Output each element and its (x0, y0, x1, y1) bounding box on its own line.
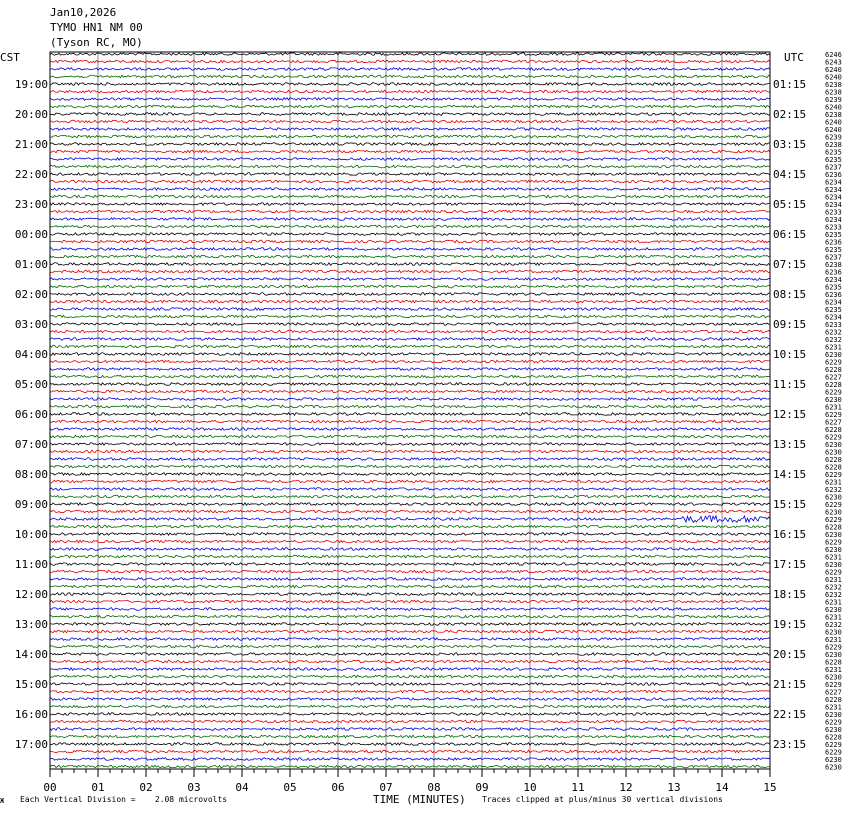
right-hour-label: 10:15 (773, 348, 807, 361)
seismic-trace (50, 263, 770, 266)
seismic-trace (50, 218, 770, 221)
rms-value: 6234 (825, 178, 842, 187)
seismic-trace (50, 660, 770, 663)
seismic-trace (50, 510, 770, 513)
seismic-trace (50, 668, 770, 671)
rms-value: 6238 (825, 81, 842, 89)
rms-value: 6230 (825, 763, 842, 772)
seismic-trace (50, 705, 770, 708)
seismic-trace (50, 120, 770, 123)
seismic-trace (50, 323, 770, 326)
x-tick-label: 07 (379, 781, 393, 794)
rms-value: 6227 (825, 373, 842, 382)
left-hour-label: 17:00 (14, 738, 48, 751)
rms-value: 6229 (825, 681, 842, 689)
rms-value: 6229 (825, 568, 842, 577)
left-hour-label: 10:00 (14, 528, 48, 541)
left-timezone-label: CST (0, 51, 20, 64)
rms-value: 6238 (825, 88, 842, 97)
seismic-trace (50, 255, 770, 258)
seismic-trace (50, 690, 770, 693)
rms-value: 6236 (825, 268, 842, 277)
seismic-trace (50, 533, 770, 536)
trace-group (50, 53, 770, 768)
right-hour-label: 23:15 (773, 738, 807, 751)
seismic-trace (50, 338, 770, 341)
seismic-trace (50, 143, 770, 146)
rms-value: 6232 (825, 621, 842, 629)
seismic-trace (50, 578, 770, 581)
rms-value: 6235 (825, 156, 842, 164)
seismic-trace (50, 465, 770, 468)
left-hour-label: 07:00 (14, 438, 48, 451)
rms-value: 6236 (825, 238, 842, 247)
right-hour-label: 16:15 (773, 528, 807, 541)
left-hour-label: 20:00 (14, 108, 48, 121)
seismic-trace (50, 360, 770, 363)
rms-value: 6230 (825, 561, 842, 569)
rms-value: 6230 (825, 396, 842, 404)
seismic-trace (50, 285, 770, 288)
right-timezone-label: UTC (784, 51, 804, 64)
seismic-trace (50, 375, 770, 378)
seismic-trace (50, 653, 770, 656)
rms-value: 6243 (825, 58, 842, 67)
seismic-trace (50, 713, 770, 716)
seismic-trace (50, 728, 770, 731)
rms-value: 6232 (825, 583, 842, 592)
rms-value: 6230 (825, 628, 842, 637)
x-tick-label: 06 (331, 781, 345, 794)
seismic-trace (50, 248, 770, 251)
right-hour-label: 05:15 (773, 198, 807, 211)
seismic-trace (50, 173, 770, 176)
seismic-trace (50, 68, 770, 71)
rms-value: 6228 (825, 456, 842, 464)
rms-value: 6229 (825, 741, 842, 749)
rms-value: 6233 (825, 223, 842, 232)
seismic-trace (50, 233, 770, 236)
rms-value: 6231 (825, 478, 842, 487)
seismic-trace (50, 150, 770, 153)
rms-value: 6227 (825, 688, 842, 697)
rms-value: 6235 (825, 283, 842, 292)
seismic-trace (50, 413, 770, 416)
seismic-trace (50, 488, 770, 491)
rms-value: 6233 (825, 321, 842, 329)
seismic-trace (50, 158, 770, 161)
seismic-trace (50, 420, 770, 423)
seismic-trace (50, 548, 770, 551)
x-tick-label: 02 (139, 781, 153, 794)
rms-value: 6232 (825, 591, 842, 599)
rms-value: 6228 (825, 463, 842, 472)
left-hour-label: 19:00 (14, 78, 48, 91)
left-hour-label: 23:00 (14, 198, 48, 211)
seismic-trace (50, 435, 770, 438)
right-hour-label: 15:15 (773, 498, 807, 511)
rms-value: 6227 (825, 418, 842, 427)
rms-value: 6228 (825, 733, 842, 742)
seismic-trace (50, 195, 770, 198)
right-hour-label: 06:15 (773, 228, 807, 241)
seismic-trace (50, 330, 770, 333)
seismic-trace (50, 473, 770, 476)
rms-value: 6240 (825, 73, 842, 82)
rms-value: 6239 (825, 133, 842, 142)
seismic-trace (50, 60, 770, 63)
seismic-trace (50, 555, 770, 558)
rms-value: 6229 (825, 501, 842, 509)
left-hour-label: 01:00 (14, 258, 48, 271)
right-hour-label: 17:15 (773, 558, 807, 571)
rms-value: 6234 (825, 298, 842, 307)
rms-value: 6230 (825, 351, 842, 359)
seismic-trace (50, 645, 770, 648)
rms-value: 6229 (825, 748, 842, 757)
seismic-trace (50, 458, 770, 461)
left-hour-label: 15:00 (14, 678, 48, 691)
seismic-trace (50, 368, 770, 371)
rms-value: 6229 (825, 358, 842, 367)
date-label: Jan10,2026 (50, 6, 117, 19)
seismic-trace (50, 278, 770, 281)
rms-value: 6232 (825, 336, 842, 344)
left-hour-label: 00:00 (14, 228, 48, 241)
rms-value: 6228 (825, 381, 842, 389)
rms-value: 6237 (825, 163, 842, 172)
rms-value: 6231 (825, 636, 842, 644)
seismic-trace (50, 240, 770, 243)
seismic-trace (50, 105, 770, 108)
rms-value: 6230 (825, 546, 842, 554)
seismic-trace (50, 623, 770, 626)
right-hour-label: 02:15 (773, 108, 807, 121)
seismic-trace (50, 90, 770, 93)
rms-value: 6240 (825, 126, 842, 134)
right-hour-label: 13:15 (773, 438, 807, 451)
seismic-trace (50, 503, 770, 506)
rms-value: 6231 (825, 613, 842, 622)
right-hour-label: 11:15 (773, 378, 807, 391)
x-axis-title: TIME (MINUTES) (373, 793, 466, 806)
right-hour-label: 14:15 (773, 468, 807, 481)
left-hour-label: 09:00 (14, 498, 48, 511)
seismic-trace (50, 188, 770, 191)
station-label: TYMO HN1 NM 00 (50, 21, 143, 34)
rms-value: 6234 (825, 276, 842, 284)
x-tick-label: 00 (43, 781, 57, 794)
rms-value: 6238 (825, 111, 842, 119)
x-tick-label: 14 (715, 781, 729, 794)
rms-value: 6235 (825, 148, 842, 157)
x-tick-label: 11 (571, 781, 585, 794)
left-hour-label: 06:00 (14, 408, 48, 421)
seismic-trace (50, 698, 770, 701)
seismic-trace (50, 113, 770, 116)
seismic-trace (50, 525, 770, 528)
left-hour-labels (15, 78, 48, 751)
right-hour-label: 19:15 (773, 618, 807, 631)
seismic-trace (50, 630, 770, 633)
seismic-trace (50, 308, 770, 311)
seismic-trace (50, 390, 770, 393)
vertical-division-note: Each Vertical Division = 2.08 microvolts (20, 795, 228, 804)
rms-value: 6240 (825, 103, 842, 112)
seismic-trace (50, 720, 770, 723)
seismic-trace (50, 98, 770, 101)
x-tick-label: 13 (667, 781, 681, 794)
rms-value: 6230 (825, 711, 842, 719)
right-hour-labels (773, 78, 806, 751)
rms-value: 6236 (825, 291, 842, 299)
seismic-trace (50, 615, 770, 618)
rms-value: 6229 (825, 718, 842, 727)
left-hour-label: 16:00 (14, 708, 48, 721)
rms-value: 6231 (825, 553, 842, 562)
right-hour-label: 09:15 (773, 318, 807, 331)
rms-value: 6232 (825, 328, 842, 337)
rms-value: 6238 (825, 141, 842, 149)
rms-value: 6234 (825, 186, 842, 194)
rms-value: 6246 (825, 51, 842, 59)
rms-value: 6238 (825, 261, 842, 269)
right-hour-label: 03:15 (773, 138, 807, 151)
seismic-trace (50, 315, 770, 318)
seismic-trace (50, 683, 770, 686)
seismic-trace (50, 405, 770, 408)
left-hour-label: 11:00 (14, 558, 48, 571)
right-hour-label: 08:15 (773, 288, 807, 301)
seismic-trace (50, 675, 770, 678)
seismic-trace (50, 128, 770, 131)
rms-value: 6229 (825, 516, 842, 524)
rms-value: 6240 (825, 118, 842, 127)
rms-value: 6231 (825, 598, 842, 607)
rms-value: 6230 (825, 673, 842, 682)
seismic-trace (50, 600, 770, 603)
seismic-trace (50, 758, 770, 761)
rms-value: 6230 (825, 726, 842, 734)
seismic-trace (50, 353, 770, 356)
seismic-trace (50, 53, 770, 56)
rms-value: 6228 (825, 696, 842, 704)
left-hour-label: 14:00 (14, 648, 48, 661)
seismic-trace (50, 383, 770, 386)
rms-value: 6232 (825, 486, 842, 494)
seismic-trace (50, 450, 770, 453)
rms-value: 6228 (825, 523, 842, 532)
left-hour-label: 03:00 (14, 318, 48, 331)
x-tick-label: 10 (523, 781, 537, 794)
rms-value: 6231 (825, 666, 842, 674)
rms-value: 6234 (825, 193, 842, 202)
right-hour-label: 21:15 (773, 678, 807, 691)
left-hour-label: 08:00 (14, 468, 48, 481)
right-hour-label: 04:15 (773, 168, 807, 181)
right-hour-label: 20:15 (773, 648, 807, 661)
location-label: (Tyson RC, MO) (50, 36, 143, 49)
seismic-trace (50, 428, 770, 431)
rms-value: 6230 (825, 448, 842, 457)
rms-value: 6229 (825, 433, 842, 442)
seismic-trace (50, 570, 770, 573)
rms-value: 6235 (825, 246, 842, 254)
left-hour-label: 04:00 (14, 348, 48, 361)
x-tick-label: 15 (763, 781, 777, 794)
seismic-trace (50, 495, 770, 498)
rms-value: 6230 (825, 531, 842, 539)
rms-value: 6233 (825, 208, 842, 217)
seismic-trace (50, 735, 770, 738)
right-hour-label: 18:15 (773, 588, 807, 601)
rms-value: 6230 (825, 441, 842, 449)
seismic-trace (50, 83, 770, 86)
rms-value: 6229 (825, 471, 842, 479)
seismic-trace (50, 638, 770, 641)
left-hour-label: 22:00 (14, 168, 48, 181)
rms-value: 6230 (825, 756, 842, 764)
rms-value: 6237 (825, 253, 842, 262)
right-hour-label: 07:15 (773, 258, 807, 271)
rms-value: 6234 (825, 201, 842, 209)
left-hour-label: 02:00 (14, 288, 48, 301)
rms-value: 6230 (825, 493, 842, 502)
seismic-trace (50, 765, 770, 768)
rms-value: 6228 (825, 366, 842, 374)
x-tick-label: 09 (475, 781, 489, 794)
rms-value: 6230 (825, 651, 842, 659)
x-tick-label: 05 (283, 781, 297, 794)
seismic-trace (50, 135, 770, 138)
seismic-trace (50, 180, 770, 183)
rms-value: 6235 (825, 231, 842, 239)
rms-value: 6239 (825, 96, 842, 104)
rms-value: 6229 (825, 411, 842, 419)
seismic-trace (50, 743, 770, 746)
seismic-trace (50, 750, 770, 753)
logo-mark: Ж (0, 797, 5, 805)
seismic-trace (50, 270, 770, 273)
seismic-trace (50, 210, 770, 213)
x-axis-ticks (43, 769, 776, 794)
seismic-trace (50, 345, 770, 348)
seismic-trace (50, 398, 770, 401)
rms-value: 6234 (825, 313, 842, 322)
rms-value: 6231 (825, 403, 842, 412)
rms-value: 6231 (825, 343, 842, 352)
seismic-trace (50, 443, 770, 446)
chart-footer (0, 793, 723, 806)
clip-note: Traces clipped at plus/minus 30 vertical divisions (482, 795, 723, 804)
left-hour-label: 12:00 (14, 588, 48, 601)
rms-value: 6234 (825, 216, 842, 224)
rms-value: 6236 (825, 171, 842, 179)
rms-value: 6229 (825, 643, 842, 652)
rms-value: 6231 (825, 703, 842, 712)
seismic-trace (50, 293, 770, 296)
rms-value-column (825, 51, 842, 772)
seismic-trace (50, 593, 770, 596)
x-tick-label: 08 (427, 781, 441, 794)
seismic-trace (50, 300, 770, 303)
seismic-trace (50, 516, 770, 523)
seismic-trace (50, 75, 770, 78)
rms-value: 6228 (825, 658, 842, 667)
rms-value: 6230 (825, 508, 842, 517)
rms-value: 6230 (825, 606, 842, 614)
rms-value: 6228 (825, 426, 842, 434)
x-tick-label: 01 (91, 781, 105, 794)
seismic-trace (50, 585, 770, 588)
rms-value: 6229 (825, 538, 842, 547)
rms-value: 6240 (825, 66, 842, 74)
left-hour-label: 05:00 (14, 378, 48, 391)
right-hour-label: 12:15 (773, 408, 807, 421)
left-hour-label: 13:00 (14, 618, 48, 631)
rms-value: 6229 (825, 388, 842, 397)
left-hour-label: 21:00 (14, 138, 48, 151)
rms-value: 6231 (825, 576, 842, 584)
seismic-trace (50, 608, 770, 611)
x-tick-label: 03 (187, 781, 201, 794)
x-tick-label: 12 (619, 781, 633, 794)
rms-value: 6235 (825, 306, 842, 314)
seismic-trace (50, 225, 770, 228)
x-tick-label: 04 (235, 781, 249, 794)
seismic-trace (50, 480, 770, 483)
seismic-trace (50, 540, 770, 543)
seismic-trace (50, 165, 770, 168)
chart-header (50, 6, 143, 49)
seismic-trace (50, 203, 770, 206)
right-hour-label: 22:15 (773, 708, 807, 721)
seismic-trace (50, 563, 770, 566)
right-hour-label: 01:15 (773, 78, 807, 91)
